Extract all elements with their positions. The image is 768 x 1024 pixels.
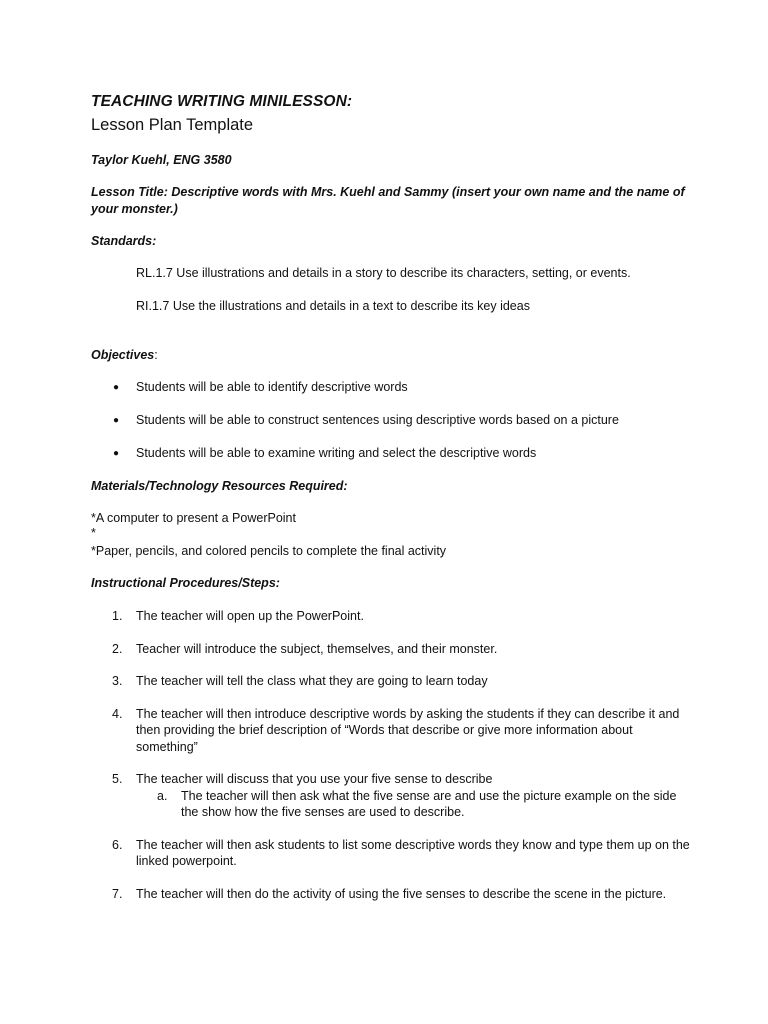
list-item <box>91 445 691 462</box>
standards-heading: Standards: <box>91 234 157 248</box>
document-body <box>91 92 691 902</box>
document-subtitle: Lesson Plan Template <box>91 116 254 134</box>
objectives-heading-line <box>91 347 691 364</box>
bullet-icon: ● <box>113 382 120 393</box>
sub-step-letter: a. <box>157 788 168 803</box>
standard-rl: RL.1.7 Use illustrations and details in a story to describe its characters, setting, or events. <box>136 266 631 280</box>
material-line: * <box>91 526 96 540</box>
list-item <box>91 412 691 429</box>
step-number: 3. <box>112 674 123 688</box>
step-number: 6. <box>112 837 123 852</box>
objective-text: Students will be able to identify descriptive words <box>136 380 408 394</box>
objective-text: Students will be able to examine writing and select the descriptive words <box>136 446 537 460</box>
procedures-heading: Instructional Procedures/Steps: <box>91 576 280 590</box>
step-number: 7. <box>112 886 123 901</box>
procedures-list <box>91 608 691 902</box>
standard-ri: RI.1.7 Use the illustrations and details in a text to describe its key ideas <box>136 299 530 313</box>
bullet-icon: ● <box>113 415 120 426</box>
objectives-list <box>91 379 691 462</box>
bullet-icon: ● <box>113 448 120 459</box>
step-number: 1. <box>112 609 123 623</box>
author-line: Taylor Kuehl, ENG 3580 <box>91 153 232 167</box>
step-number: 5. <box>112 772 123 786</box>
list-item <box>91 379 691 396</box>
list-item <box>91 771 691 821</box>
step-text: The teacher will discuss that you use your five sense to describe <box>136 772 493 786</box>
list-item <box>91 641 691 658</box>
step-text: The teacher will then ask students to list some descriptive words they know and type them up on the linked powerpoint. <box>136 837 690 868</box>
step-text: Teacher will introduce the subject, themselves, and their monster. <box>136 641 498 656</box>
sub-step-text: The teacher will then ask what the five sense are and use the picture example on the side the show how the five senses are used to describe. <box>181 788 677 819</box>
step-number: 2. <box>112 641 123 656</box>
material-line: *A computer to present a PowerPoint <box>91 511 296 525</box>
list-item <box>91 837 691 870</box>
step-text: The teacher will open up the PowerPoint. <box>136 609 364 623</box>
step-text: The teacher will then introduce descriptive words by asking the students if they can describe it and then providing the brief description of “Words that describe or give more information about something” <box>136 706 680 754</box>
list-item <box>91 886 691 903</box>
lesson-title: Lesson Title: Descriptive words with Mrs. Kuehl and Sammy (insert your own name and the name of your monster.) <box>91 185 685 216</box>
step-text: The teacher will tell the class what they are going to learn today <box>136 674 488 688</box>
step-text: The teacher will then do the activity of using the five senses to describe the scene in the picture. <box>136 886 667 901</box>
list-item <box>91 608 691 625</box>
sub-step <box>136 788 691 821</box>
objectives-colon: : <box>154 348 158 362</box>
materials-heading: Materials/Technology Resources Required: <box>91 479 348 493</box>
document-title: TEACHING WRITING MINILESSON: <box>91 93 353 110</box>
step-number: 4. <box>112 706 123 721</box>
material-line: *Paper, pencils, and colored pencils to complete the final activity <box>91 544 447 558</box>
list-item <box>91 673 691 690</box>
materials-list <box>91 510 691 560</box>
objectives-heading: Objectives <box>91 348 155 362</box>
list-item <box>91 706 691 756</box>
objective-text: Students will be able to construct sentences using descriptive words based on a picture <box>136 413 619 427</box>
